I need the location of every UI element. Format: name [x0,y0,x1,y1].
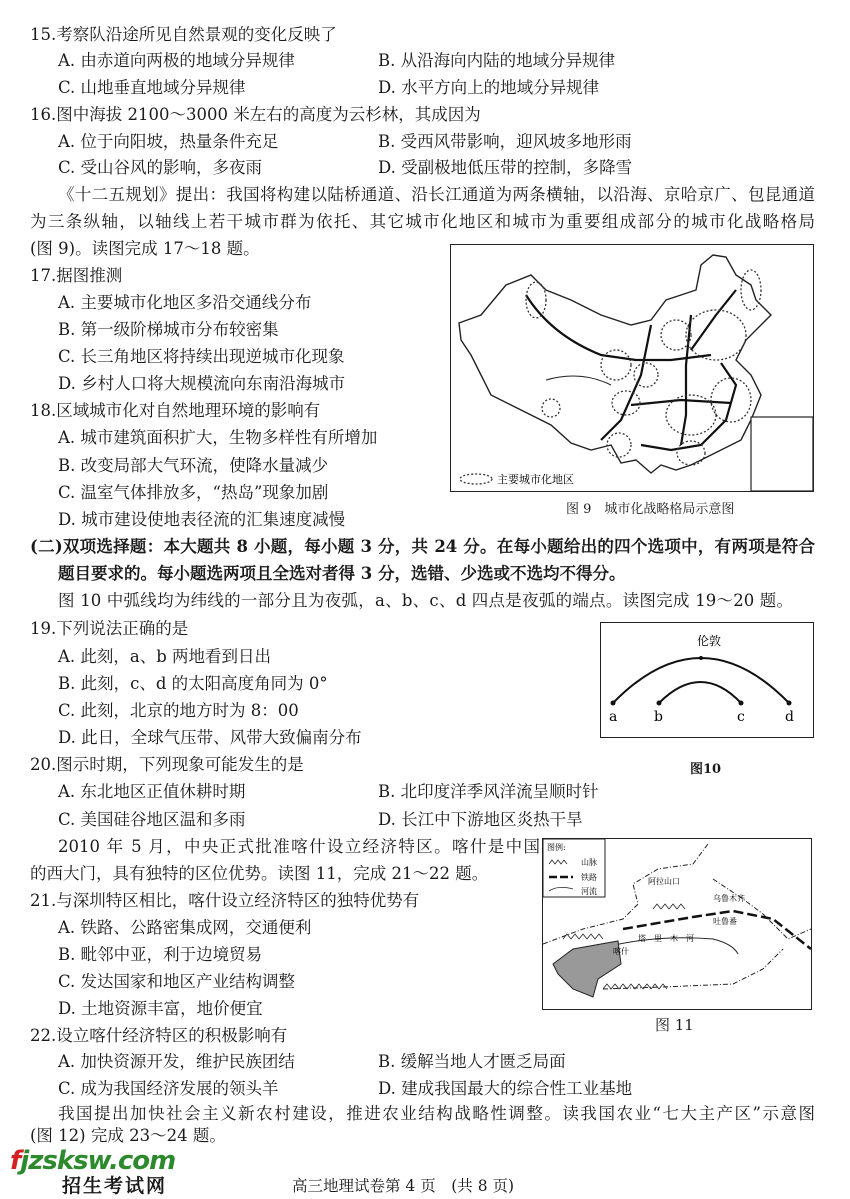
figure-9-china-map [450,244,814,492]
place-label: 吐鲁番 [713,917,737,926]
q16-option-c: C. 受山谷风的影响，多夜雨 [58,158,263,177]
figure-11-xinjiang-map [542,838,812,1010]
q18-option-d: D. 城市建设使地表径流的汇集速度减慢 [58,510,346,529]
passage-4-line: (图 12) 完成 23～24 题。 [30,1126,226,1145]
place-label: 阿拉山口 [648,877,680,886]
legend-mountain: 山脉 [581,858,597,867]
q19-option-c: C. 此刻，北京的地方时为 8：00 [58,701,299,720]
q16-stem: 16.图中海拔 2100～3000 米左右的高度为云杉林，其成因为 [30,105,481,124]
watermark-logo: fjzsksw.com [10,1146,176,1176]
legend-label: 主要城市化地区 [497,473,574,486]
section-2-instructions: 题目要求的。每小题选两项且全选对者得 3 分，选错、少选或不选均不得分。 [58,564,626,583]
figure-9-caption: 图 9 城市化战略格局示意图 [566,502,735,517]
q22-stem: 22.设立喀什经济特区的积极影响有 [30,1026,288,1045]
q15-option-b: B. 从沿海向内陆的地域分异规律 [378,51,616,70]
q16-option-d: D. 受副极地低压带的控制，多降雪 [378,158,633,177]
q15-option-d: D. 水平方向上的地域分异规律 [378,78,600,97]
place-label: 塔里木河 [638,934,702,943]
watermark-name: 招生考试网 [62,1175,168,1197]
label-c: c [737,709,745,725]
q18-stem: 18.区域城市化对自然地理环境的影响有 [30,401,321,420]
outer-arc [613,658,789,703]
legend-river: 河流 [581,887,597,896]
q17-option-a: A. 主要城市化地区多沿交通线分布 [58,293,312,312]
q19-stem: 19.下列说法正确的是 [30,619,189,638]
q20-option-d: D. 长江中下游地区炎热干旱 [378,810,583,829]
place-label: 乌鲁木齐 [713,894,745,903]
urban-area-ellipse [634,363,658,387]
q21-option-b: B. 毗邻中亚，利于边境贸易 [58,945,263,964]
urban-area-ellipse [542,399,560,417]
q20-option-c: C. 美国硅谷地区温和多雨 [58,810,246,829]
q22-option-c: C. 成为我国经济发展的领头羊 [58,1079,279,1098]
passage-4-line: 我国提出加快社会主义新农村建设，推进农业结构战略性调整。读我国农业“七大主产区”示意图 [58,1104,815,1123]
urban-area-ellipse [661,320,691,350]
q15-option-c: C. 山地垂直地域分异规律 [58,78,246,97]
urban-area-ellipse [601,350,631,380]
q15-stem: 15.考察队沿途所见自然景观的变化反映了 [30,25,337,44]
london-label: 伦敦 [697,634,722,648]
passage-3-line: 2010 年 5 月，中央正式批准喀什设立经济特区。喀什是中国 [58,837,540,856]
q19-option-a: A. 此刻，a、b 两地看到日出 [58,647,272,666]
point-a [611,701,616,706]
q16-option-b: B. 受西风带影响，迎风坡多地形雨 [378,132,632,151]
q19-option-d: D. 此日，全球气压带、风带大致偏南分布 [58,728,362,747]
q21-option-d: D. 土地资源丰富，地价便宜 [58,999,263,1018]
point-b [657,701,662,706]
passage-2: 图 10 中弧线均为纬线的一部分且为夜弧，a、b、c、d 四点是夜弧的端点。读图完成 19～20 题。 [58,591,793,610]
section-2-heading: (二)双项选择题：本大题共 8 小题，每小题 3 分，共 24 分。在每小题给出的四个选项中，有两项是符合 [30,537,815,556]
figure-11-caption: 图 11 [655,1016,694,1034]
border [603,949,783,989]
london-point [699,656,703,660]
q20-stem: 20.图示时期，下列现象可能发生的是 [30,755,304,774]
q17-option-d: D. 乡村人口将大规模流向东南沿海城市 [58,374,346,393]
legend-title: 图例: [547,843,566,852]
q18-option-c: C. 温室气体排放多，“热岛”现象加剧 [58,483,329,502]
q22-option-a: A. 加快资源开发，维护民族团结 [58,1052,295,1071]
q20-option-a: A. 东北地区正值休耕时期 [58,782,246,801]
passage-3-line: 的西大门，具有独特的区位优势。读图 11，完成 21～22 题。 [30,864,489,883]
china-outline [459,255,771,473]
page-footer: 高三地理试卷第 4 页 (共 8 页) [292,1177,515,1195]
q15-option-a: A. 由赤道向两极的地域分异规律 [58,51,295,70]
q18-option-b: B. 改变局部大气环流，使降水量减少 [58,456,329,475]
point-d [787,701,792,706]
china-map-graphic [451,245,813,491]
q17-option-c: C. 长三角地区将持续出现逆城市化现象 [58,347,345,366]
q19-option-b: B. 此刻，c、d 的太阳高度角同为 0° [58,674,328,693]
q16-option-a: A. 位于向阳坡，热量条件充足 [58,132,279,151]
q18-option-a: A. 城市建筑面积扩大，生物多样性有所增加 [58,428,378,447]
q22-option-d: D. 建成我国最大的综合性工业基地 [378,1079,633,1098]
figure-10-caption: 图10 [690,762,722,777]
label-b: b [654,709,663,725]
q21-option-c: C. 发达国家和地区产业结构调整 [58,972,296,991]
place-label: 喀什 [613,947,629,956]
passage-1-line: 《十二五规划》提出：我国将构建以陆桥通道、沿长江通道为两条横轴，以沿海、京哈京广、包昆通道 [58,185,815,204]
q17-stem: 17.据图推测 [30,266,123,285]
q20-option-b: B. 北印度洋季风洋流呈顺时针 [378,782,599,801]
legend-railway: 铁路 [581,873,597,882]
q21-option-a: A. 铁路、公路密集成网，交通便利 [58,918,312,937]
urban-area-ellipse [741,270,761,310]
label-a: a [609,709,618,725]
south-china-sea-inset [751,417,813,491]
passage-1-line: (图 9)。读图完成 17～18 题。 [30,239,260,258]
urban-area-ellipse [686,310,746,360]
legend-ellipse [460,474,492,484]
label-d: d [785,709,794,725]
q21-stem: 21.与深圳特区相比，喀什设立经济特区的独特优势有 [30,891,420,910]
figure-10-night-arcs [600,622,814,738]
point-c [739,701,744,706]
inner-arc [659,682,741,703]
passage-1-line: 为三条纵轴，以轴线上若干城市群为依托、其它城市化地区和城市为重要组成部分的城市化战略格局 [30,212,815,231]
q22-option-b: B. 缓解当地人才匮乏局面 [378,1052,566,1071]
q17-option-b: B. 第一级阶梯城市分布较密集 [58,320,279,339]
